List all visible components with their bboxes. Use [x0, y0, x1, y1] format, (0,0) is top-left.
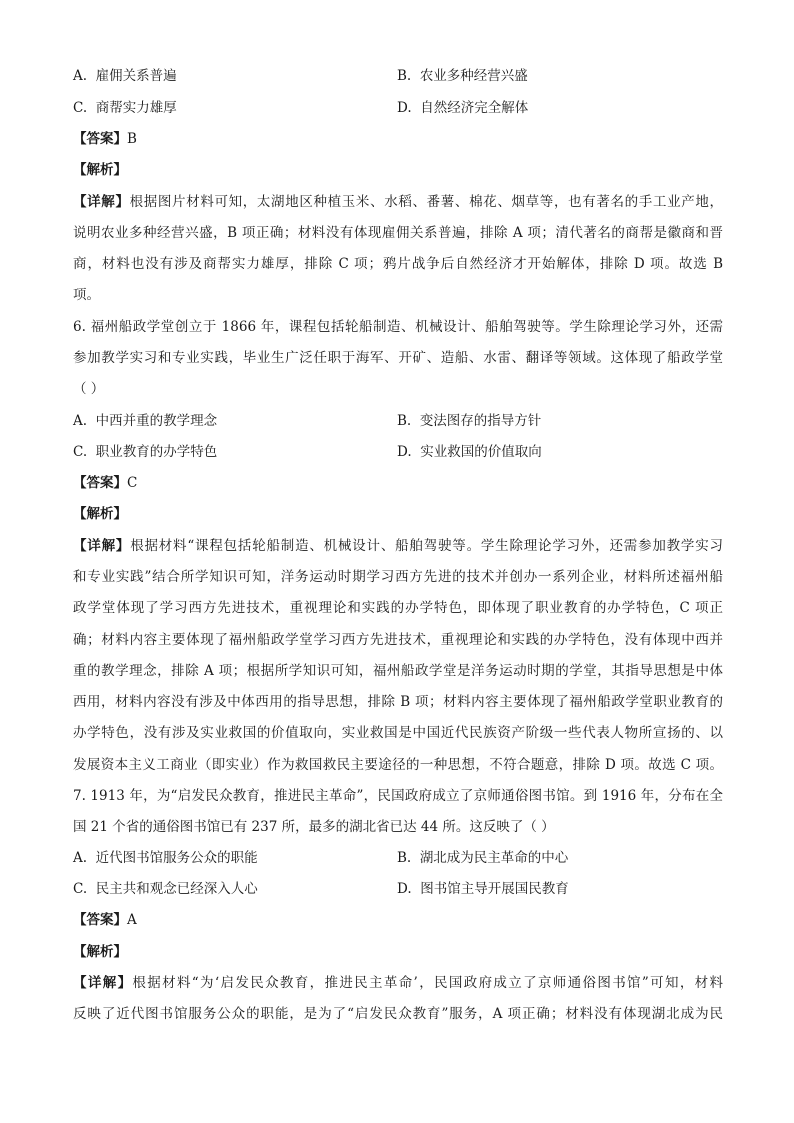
- q6-detail-line-7: 办学特色，没有涉及实业救国的价值取向，实业救国是中国近代民族资产阶级一些代表人物所宣扬的、以: [73, 725, 723, 741]
- q5-option-b[interactable]: B. 农业多种经营兴盛: [397, 68, 528, 84]
- q5-detail-line-1: 【详解】根据图片材料可知，太湖地区种植玉米、水稻、番薯、棉花、烟草等，也有著名的手工业产地，: [73, 194, 724, 210]
- q6-option-c[interactable]: C. 职业教育的办学特色: [73, 444, 218, 460]
- q6-option-row-2: [73, 441, 723, 463]
- q6-detail-line-2: 和专业实践”结合所学知识可知，洋务运动时期学习西方先进的技术并创办一系列企业，材料所述福州船: [73, 569, 723, 585]
- answer-value: C: [127, 475, 138, 491]
- q6-option-d[interactable]: D. 实业救国的价值取向: [397, 444, 542, 460]
- q7-detail-line-1: 【详解】根据材料“为‘启发民众教育，推进民主革命’，民国政府成立了京师通俗图书馆”可知，材料: [73, 975, 724, 991]
- q6-stem-line-2: 参加教学实习和专业实践，毕业生广泛任职于海军、开矿、造船、水雷、翻译等领域。这体现了船政学堂: [73, 350, 723, 366]
- q6-option-a[interactable]: A. 中西并重的教学理念: [73, 413, 218, 429]
- answer-label: 答案: [86, 475, 114, 491]
- answer-label: 答案: [86, 131, 114, 147]
- q5-option-row-1: [73, 65, 723, 87]
- q6-stem-line-3: （ ）: [73, 381, 105, 397]
- q7-option-b[interactable]: B. 湖北成为民主革命的中心: [397, 850, 569, 866]
- q6-detail-line-1: 【详解】根据材料“课程包括轮船制造、机械设计、船舶驾驶等。学生除理论学习外，还需参加教学实习: [73, 538, 724, 554]
- q6-option-row-1: [73, 410, 723, 432]
- q7-option-d[interactable]: D. 图书馆主导开展国民教育: [397, 881, 569, 897]
- q6-detail-line-3: 政学堂体现了学习西方先进技术，重视理论和实践的办学特色，即体现了职业教育的办学特色，C 项正: [73, 600, 723, 616]
- q5-option-a[interactable]: A. 雇佣关系普遍: [73, 68, 177, 84]
- q7-analysis-heading: 【解析】: [73, 944, 127, 960]
- q6-analysis-heading: 【解析】: [73, 506, 127, 522]
- q6-option-b[interactable]: B. 变法图存的指导方针: [397, 413, 542, 429]
- q5-option-row-2: [73, 97, 723, 119]
- q5-option-c[interactable]: C. 商帮实力雄厚: [73, 100, 177, 116]
- q7-option-c[interactable]: C. 民主共和观念已经深入人心: [73, 881, 258, 897]
- q7-option-row-2: [73, 878, 723, 900]
- q7-stem-line-1: 7. 1913 年，为“启发民众教育，推进民主革命”，民国政府成立了京师通俗图书馆。到 1916 年，分布在全: [73, 788, 723, 804]
- q6-detail-line-4: 确；材料内容主要体现了福州船政学堂学习西方先进技术，重视理论和实践的办学特色，没有体现中西并: [73, 632, 723, 648]
- q6-detail-line-5: 重的教学理念，排除 A 项；根据所学知识可知，福州船政学堂是洋务运动时期的学堂，其指导思想是中体: [73, 663, 723, 679]
- q7-stem-line-2: 国 21 个省的通俗图书馆已有 237 所，最多的湖北省已达 44 所。这反映了（ ）: [73, 819, 555, 835]
- q5-detail-line-2: 说明农业多种经营兴盛，B 项正确；材料没有体现雇佣关系普遍，排除 A 项；清代著名的商帮是徽商和晋: [73, 225, 723, 241]
- q6-detail-line-8: 发展资本主义工商业（即实业）作为救国救民主要途径的一种思想，不符合题意，排除 D 项。故选 C 项。: [73, 757, 723, 773]
- answer-value: A: [127, 912, 137, 928]
- q5-option-d[interactable]: D. 自然经济完全解体: [397, 100, 529, 116]
- q5-detail-line-4: 项。: [73, 287, 100, 303]
- q6-answer: 【答案】C: [73, 475, 138, 491]
- q7-option-row-1: [73, 847, 723, 869]
- q6-detail-line-6: 西用，材料内容没有涉及中体西用的指导思想，排除 B 项；材料内容主要体现了福州船政学堂职业教育的: [73, 694, 723, 710]
- q5-answer: 【答案】B: [73, 131, 137, 147]
- q6-stem-line-1: 6. 福州船政学堂创立于 1866 年，课程包括轮船制造、机械设计、船舶驾驶等。学生除理论学习外，还需: [73, 319, 723, 335]
- q7-detail-line-2: 反映了近代图书馆服务公众的职能，是为了“启发民众教育”服务，A 项正确；材料没有体现湖北成为民: [73, 1006, 723, 1022]
- answer-value: B: [127, 131, 137, 147]
- answer-label: 答案: [86, 912, 114, 928]
- q5-detail-line-3: 商，材料也没有涉及商帮实力雄厚，排除 C 项；鸦片战争后自然经济才开始解体，排除 D 项。故选 B: [73, 256, 723, 272]
- q7-answer: 【答案】A: [73, 912, 137, 928]
- q5-analysis-heading: 【解析】: [73, 162, 127, 178]
- q7-option-a[interactable]: A. 近代图书馆服务公众的职能: [73, 850, 258, 866]
